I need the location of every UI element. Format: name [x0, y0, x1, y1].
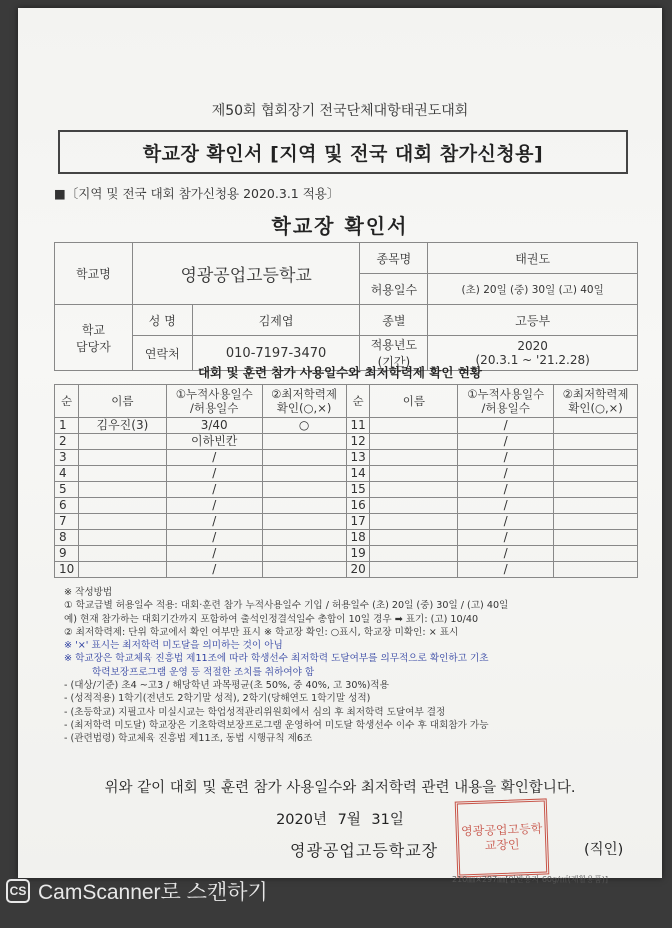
cell-no: 2 — [55, 434, 79, 450]
header-no-right: 순 — [346, 385, 370, 418]
cell-days: / — [458, 498, 554, 514]
cell-check — [554, 514, 638, 530]
cell-days: / — [458, 418, 554, 434]
cell-name — [370, 434, 458, 450]
header-check-line2: 확인(○,×) — [276, 401, 332, 415]
section-title: 대회 및 훈련 참가 사용일수와 최저학력제 확인 현황 — [197, 365, 483, 380]
cell-check: ○ — [262, 418, 346, 434]
note-line: - (성적적용) 1학기(전년도 2학기말 성적), 2학기(당해연도 1학기말 성적) — [64, 693, 371, 705]
table-row — [55, 530, 638, 546]
principal-title: 영광공업고등학교장 — [290, 841, 439, 860]
phone-label: 연락처 — [132, 336, 192, 371]
cell-no: 7 — [55, 514, 79, 530]
paper-spec: 210㎜×297㎜[일반용지 60g/㎡(재활용품)] — [452, 875, 609, 884]
cell-name — [370, 546, 458, 562]
table-row — [55, 498, 638, 514]
cell-check — [262, 466, 346, 482]
year-label-line2: (기간) — [377, 355, 411, 369]
table-row — [55, 466, 638, 482]
cell-name — [78, 434, 166, 450]
cell-name — [78, 546, 166, 562]
cell-check — [554, 466, 638, 482]
note-line: 예) 현재 참가하는 대회기간까지 포함하여 출석인정결석일수 총합이 10일 경우 ➡ 표기: (고) 10/40 — [64, 613, 479, 625]
name-label: 성 명 — [132, 305, 192, 336]
cell-check — [554, 418, 638, 434]
cell-days: / — [166, 482, 262, 498]
header-days-right-line1: ①누적사용일수 — [467, 387, 545, 401]
contact-label-line2: 담당자 — [76, 339, 111, 354]
cell-check — [554, 450, 638, 466]
cell-no: 5 — [55, 482, 79, 498]
cell-check — [554, 562, 638, 578]
cell-no: 19 — [346, 546, 370, 562]
cell-days: / — [166, 498, 262, 514]
cell-name — [78, 530, 166, 546]
cell-check — [554, 434, 638, 450]
cell-days: / — [458, 514, 554, 530]
cell-check — [262, 482, 346, 498]
school-label: 학교명 — [55, 243, 133, 305]
cell-no: 14 — [346, 466, 370, 482]
division-label: 종별 — [360, 305, 428, 336]
table-row — [55, 482, 638, 498]
header-name-right: 이름 — [370, 385, 458, 418]
cell-no: 10 — [55, 562, 79, 578]
header-check-line1: ②최저학력제 — [271, 387, 337, 401]
cell-check — [262, 530, 346, 546]
confirm-statement: 위와 같이 대회 및 훈련 참가 사용일수와 최저학력 관련 내용을 확인합니다. — [104, 780, 576, 796]
cell-name — [78, 482, 166, 498]
cell-no: 11 — [346, 418, 370, 434]
cell-name — [370, 466, 458, 482]
cell-days: / — [458, 482, 554, 498]
cell-check — [554, 498, 638, 514]
school-name: 영광공업고등학교 — [132, 243, 360, 305]
cell-name — [78, 514, 166, 530]
notes-section — [64, 586, 644, 746]
cell-days: / — [166, 466, 262, 482]
header-check-right — [554, 385, 638, 418]
cell-name: 김우진(3) — [78, 418, 166, 434]
allowed-days-label: 허용일수 — [360, 274, 428, 305]
cell-check — [262, 434, 346, 450]
cell-no: 4 — [55, 466, 79, 482]
cell-check — [554, 530, 638, 546]
cell-check — [262, 562, 346, 578]
cell-no: 17 — [346, 514, 370, 530]
allowed-days-value: (초) 20일 (중) 30일 (고) 40일 — [428, 274, 638, 305]
cell-name — [370, 482, 458, 498]
contact-person-label — [55, 305, 133, 371]
period-value: (20.3.1 ~ '21.2.28) — [475, 353, 590, 367]
cell-days: / — [458, 546, 554, 562]
official-seal — [455, 798, 550, 877]
cell-check — [262, 450, 346, 466]
cell-no: 1 — [55, 418, 79, 434]
cell-name — [370, 450, 458, 466]
cell-days: / — [458, 434, 554, 450]
cell-no: 15 — [346, 482, 370, 498]
cell-days: / — [166, 514, 262, 530]
form-title-box: 학교장 확인서 [지역 및 전국 대회 참가신청용] — [58, 130, 628, 174]
cell-days: / — [458, 530, 554, 546]
cell-days: / — [166, 450, 262, 466]
seal-label: (직인) — [584, 842, 624, 858]
table-row — [55, 434, 638, 450]
note-line: ② 최저학력제: 단위 학교에서 확인 여부만 표시 ※ 학교장 확인: ○표시, 학교장 미확인: × 표시 — [64, 626, 459, 638]
cell-name — [370, 562, 458, 578]
seal-text: 영광공업고등학교장인 — [460, 821, 543, 853]
sport-value: 태권도 — [428, 243, 638, 274]
main-title: 학교장 확인서 — [271, 214, 409, 238]
header-check-right-line2: 확인(○,×) — [568, 401, 623, 415]
usage-table — [54, 384, 638, 578]
cell-name — [370, 514, 458, 530]
note-line: 학력보장프로그램 운영 등 적절한 조치를 취하여야 함 — [92, 666, 315, 678]
cell-days: / — [458, 450, 554, 466]
table-row — [55, 562, 638, 578]
cell-check — [262, 498, 346, 514]
cell-no: 20 — [346, 562, 370, 578]
year-value: 2020 — [517, 339, 548, 353]
note-line: ※ 작성방법 — [64, 587, 113, 598]
cell-days: / — [458, 562, 554, 578]
header-days-line1: ①누적사용일수 — [175, 387, 253, 401]
cell-days: 이하빈칸 — [166, 434, 262, 450]
cell-no: 13 — [346, 450, 370, 466]
document-page — [18, 8, 662, 884]
header-days-line2: /허용일수 — [190, 401, 239, 415]
division-value: 고등부 — [428, 305, 638, 336]
cell-check — [262, 514, 346, 530]
cell-days: / — [458, 466, 554, 482]
header-days-right — [458, 385, 554, 418]
note-line: - (초등학교) 지필고사 미실시교는 학업성적관리위원회에서 심의 후 최저학력 도달여부 결정 — [64, 706, 446, 718]
cell-name — [78, 562, 166, 578]
cell-name — [78, 450, 166, 466]
cell-no: 16 — [346, 498, 370, 514]
name-value: 김제엽 — [192, 305, 360, 336]
cell-name — [78, 498, 166, 514]
event-title: 제50회 협회장기 전국단체대항태권도대회 — [211, 103, 469, 119]
cell-no: 18 — [346, 530, 370, 546]
cell-no: 8 — [55, 530, 79, 546]
note-line: ※ 학교장은 학교체육 진흥법 제11조에 따라 학생선수 최저학력 도달여부를 의무적으로 확인하고 기초 — [64, 653, 489, 665]
cell-check — [554, 546, 638, 562]
table-row — [55, 418, 638, 434]
header-check-right-line1: ②최저학력제 — [562, 387, 629, 401]
cell-name — [370, 418, 458, 434]
cell-no: 6 — [55, 498, 79, 514]
cell-days: / — [166, 530, 262, 546]
camscanner-watermark — [6, 878, 268, 904]
sport-label: 종목명 — [360, 243, 428, 274]
header-check — [262, 385, 346, 418]
cell-no: 9 — [55, 546, 79, 562]
cell-check — [262, 546, 346, 562]
table-row — [55, 450, 638, 466]
note-line: - (최저학력 미도달) 학교장은 기초학력보장프로그램 운영하여 미도달 학생선수 이수 후 대회참가 가능 — [64, 719, 489, 731]
phone-value: 010-7197-3470 — [192, 336, 360, 371]
cell-name — [370, 530, 458, 546]
note-line: ※ '×' 표시는 최저학력 미도달을 의미하는 것이 아님 — [64, 640, 283, 652]
info-table — [54, 242, 638, 371]
note-line: - (대상/기준) 초4 ~고3 / 해당학년 과목평균(초 50%, 중 40%, 고 30%)적용 — [64, 680, 389, 692]
note-line: - (관련법령) 학교체육 진흥법 제11조, 동법 시행규칙 제6조 — [64, 733, 313, 745]
cell-name — [78, 466, 166, 482]
cell-name — [370, 498, 458, 514]
cell-no: 12 — [346, 434, 370, 450]
note-line: ① 학교급별 허용일수 적용: 대회·훈련 참가 누적사용일수 기입 / 허용일수 (초) 20일 (중) 30일 / (고) 40일 — [64, 600, 509, 612]
camscanner-logo-icon: CS — [6, 879, 30, 903]
watermark-text: CamScanner로 스캔하기 — [38, 881, 268, 904]
table-row — [55, 514, 638, 530]
cell-days: / — [166, 562, 262, 578]
year-label-line1: 적용년도 — [370, 338, 418, 352]
header-no: 순 — [55, 385, 79, 418]
header-days — [166, 385, 262, 418]
issue-date: 2020년 7월 31일 — [276, 812, 404, 828]
header-name: 이름 — [78, 385, 166, 418]
form-subnote: ■〔지역 및 전국 대회 참가신청용 2020.3.1 적용〕 — [54, 186, 340, 201]
header-days-right-line2: /허용일수 — [481, 401, 530, 415]
cell-days: / — [166, 546, 262, 562]
contact-label-line1: 학교 — [81, 322, 106, 337]
table-row — [55, 546, 638, 562]
cell-check — [554, 482, 638, 498]
cell-no: 3 — [55, 450, 79, 466]
cell-days: 3/40 — [166, 418, 262, 434]
